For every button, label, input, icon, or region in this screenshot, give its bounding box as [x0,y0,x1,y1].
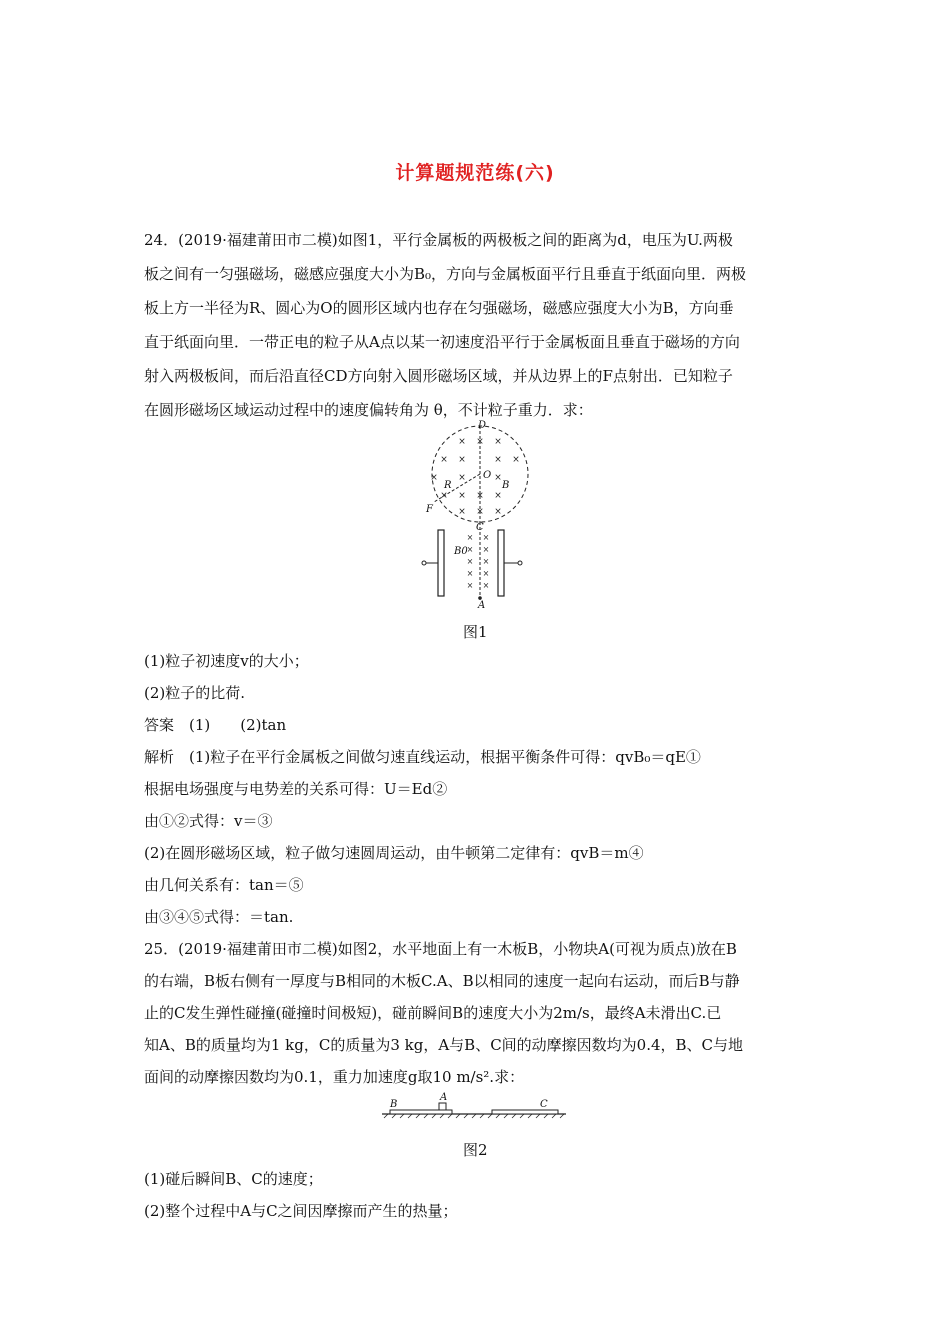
svg-text:×: × [458,437,466,447]
page-title: 计算题规范练(六) [395,162,555,184]
board-c [492,1110,558,1114]
svg-text:×: × [458,491,466,501]
board-b [390,1110,452,1114]
figure-2-caption: 图2 [463,1141,488,1159]
svg-text:×: × [476,437,484,447]
field-crosses-plates [467,533,490,590]
label-b0: B0 [454,546,468,557]
svg-text:×: × [440,491,448,501]
svg-text:×: × [494,491,502,501]
q24-line-2: 板之间有一匀强磁场，磁感应强度大小为B₀，方向与金属板面平行且垂直于纸面向里．两极 [144,265,747,283]
q24-line-5: 射入两极板间，而后沿直径CD方向射入圆形磁场区域，并从边界上的F点射出．已知粒子 [144,367,733,385]
right-plate [498,530,504,596]
q24-sub-1: (1)粒子初速度v的大小； [144,652,309,670]
svg-text:×: × [466,569,474,578]
label-c: C [476,522,484,533]
q24-sub-2: (2)粒子的比荷. [144,684,246,702]
q25-line-2: 的右端，B板右侧有一厚度与B相同的木板C.A、B以相同的速度一起向右运动，而后B与静 [144,972,740,990]
svg-text:×: × [482,581,490,590]
q24-analysis-1: 解析 (1)粒子在平行金属板之间做匀速直线运动，根据平衡条件可得：qvB₀＝qE① [144,748,701,766]
q24-line-6: 在圆形磁场区域运动过程中的速度偏转角为 θ，不计粒子重力．求： [144,401,593,419]
block-a [439,1103,446,1110]
figure-1-diagram [420,418,532,608]
q24-analysis-4: (2)在圆形磁场区域，粒子做匀速圆周运动，由牛顿第二定律有：qvB＝m④ [144,844,644,862]
label-d: D [478,420,487,431]
svg-text:×: × [458,507,466,517]
q24-analysis-3: 由①②式得：v＝③ [144,812,273,830]
svg-text:×: × [476,507,484,517]
svg-text:×: × [494,507,502,517]
svg-text:×: × [482,545,490,554]
q25-line-4: 知A、B的质量均为1 kg，C的质量为3 kg，A与B、C间的动摩擦因数均为0.4，B、C与地 [144,1036,744,1054]
svg-text:×: × [440,455,448,465]
q25-sub-2: (2)整个过程中A与C之间因摩擦而产生的热量； [144,1202,458,1220]
q24-analysis-2: 根据电场强度与电势差的关系可得：U＝Ed② [144,780,448,798]
svg-text:×: × [458,455,466,465]
svg-text:×: × [476,491,484,501]
svg-text:×: × [482,557,490,566]
label-o: O [483,470,492,481]
label-a: A [478,600,486,608]
figure-1-caption: 图1 [463,623,488,641]
svg-text:×: × [430,473,438,483]
svg-text:×: × [458,473,466,483]
q25-line-3: 止的C发生弹性碰撞(碰撞时间极短)，碰前瞬间B的速度大小为2m/s，最终A未滑出C.已 [144,1004,722,1022]
label-r: R [444,480,452,491]
svg-text:×: × [466,557,474,566]
label-a: A [440,1092,448,1103]
q24-answer: 答案 (1) (2)tan [144,716,287,734]
label-c: C [540,1099,548,1110]
svg-text:×: × [466,581,474,590]
q24-analysis-5: 由几何关系有：tan＝⑤ [144,876,304,894]
q24-line-4: 直于纸面向里．一带正电的粒子从A点以某一初速度沿平行于金属板面且垂直于磁场的方向 [144,333,740,351]
svg-text:×: × [482,533,490,542]
q24-line-3: 板上方一半径为R、圆心为O的圆形区域内也存在匀强磁场，磁感应强度大小为B，方向垂 [144,299,734,317]
q24-analysis-6: 由③④⑤式得：＝tan. [144,908,294,926]
svg-text:×: × [482,569,490,578]
svg-text:×: × [494,473,502,483]
q25-line-5: 面间的动摩擦因数均为0.1，重力加速度g取10 m/s².求： [144,1068,525,1086]
label-f: F [426,504,433,515]
svg-text:×: × [466,545,474,554]
q25-sub-1: (1)碰后瞬间B、C的速度； [144,1170,323,1188]
svg-text:×: × [494,437,502,447]
q24-line-1: 24．(2019·福建莆田市二模)如图1，平行金属板的两极板之间的距离为d，电压为U.两极 [144,231,733,249]
label-b: B [390,1099,398,1110]
left-plate [438,530,444,596]
svg-text:×: × [512,455,520,465]
svg-text:×: × [466,533,474,542]
label-b: B [502,480,510,491]
q25-line-1: 25．(2019·福建莆田市二模)如图2，水平地面上有一木板B，小物块A(可视为质点)放在B [144,940,737,958]
svg-text:×: × [494,455,502,465]
figure-2-diagram [378,1088,568,1124]
